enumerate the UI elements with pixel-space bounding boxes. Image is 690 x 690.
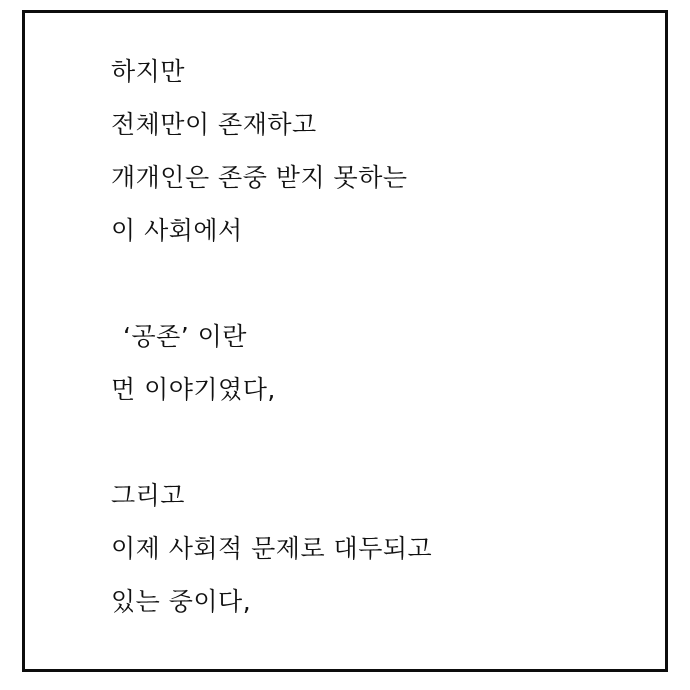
text-line: 먼 이야기였다,: [111, 375, 276, 404]
text-line-blank: [111, 257, 645, 310]
text-line: 전체만이 존재하고: [111, 110, 317, 139]
text-line-blank: [111, 416, 645, 469]
poem-text-block: [111, 45, 645, 628]
text-line: 하지만: [111, 57, 185, 86]
text-line: 이제 사회적 문제로 대두되고: [111, 534, 433, 563]
text-frame: [22, 10, 668, 672]
text-line: 이 사회에서: [111, 216, 243, 245]
text-line: 개개인은 존중 받지 못하는: [111, 163, 408, 192]
text-line: ‘공존’ 이란: [123, 322, 247, 351]
text-line: 있는 중이다,: [111, 587, 252, 616]
text-line: 그리고: [111, 481, 185, 510]
